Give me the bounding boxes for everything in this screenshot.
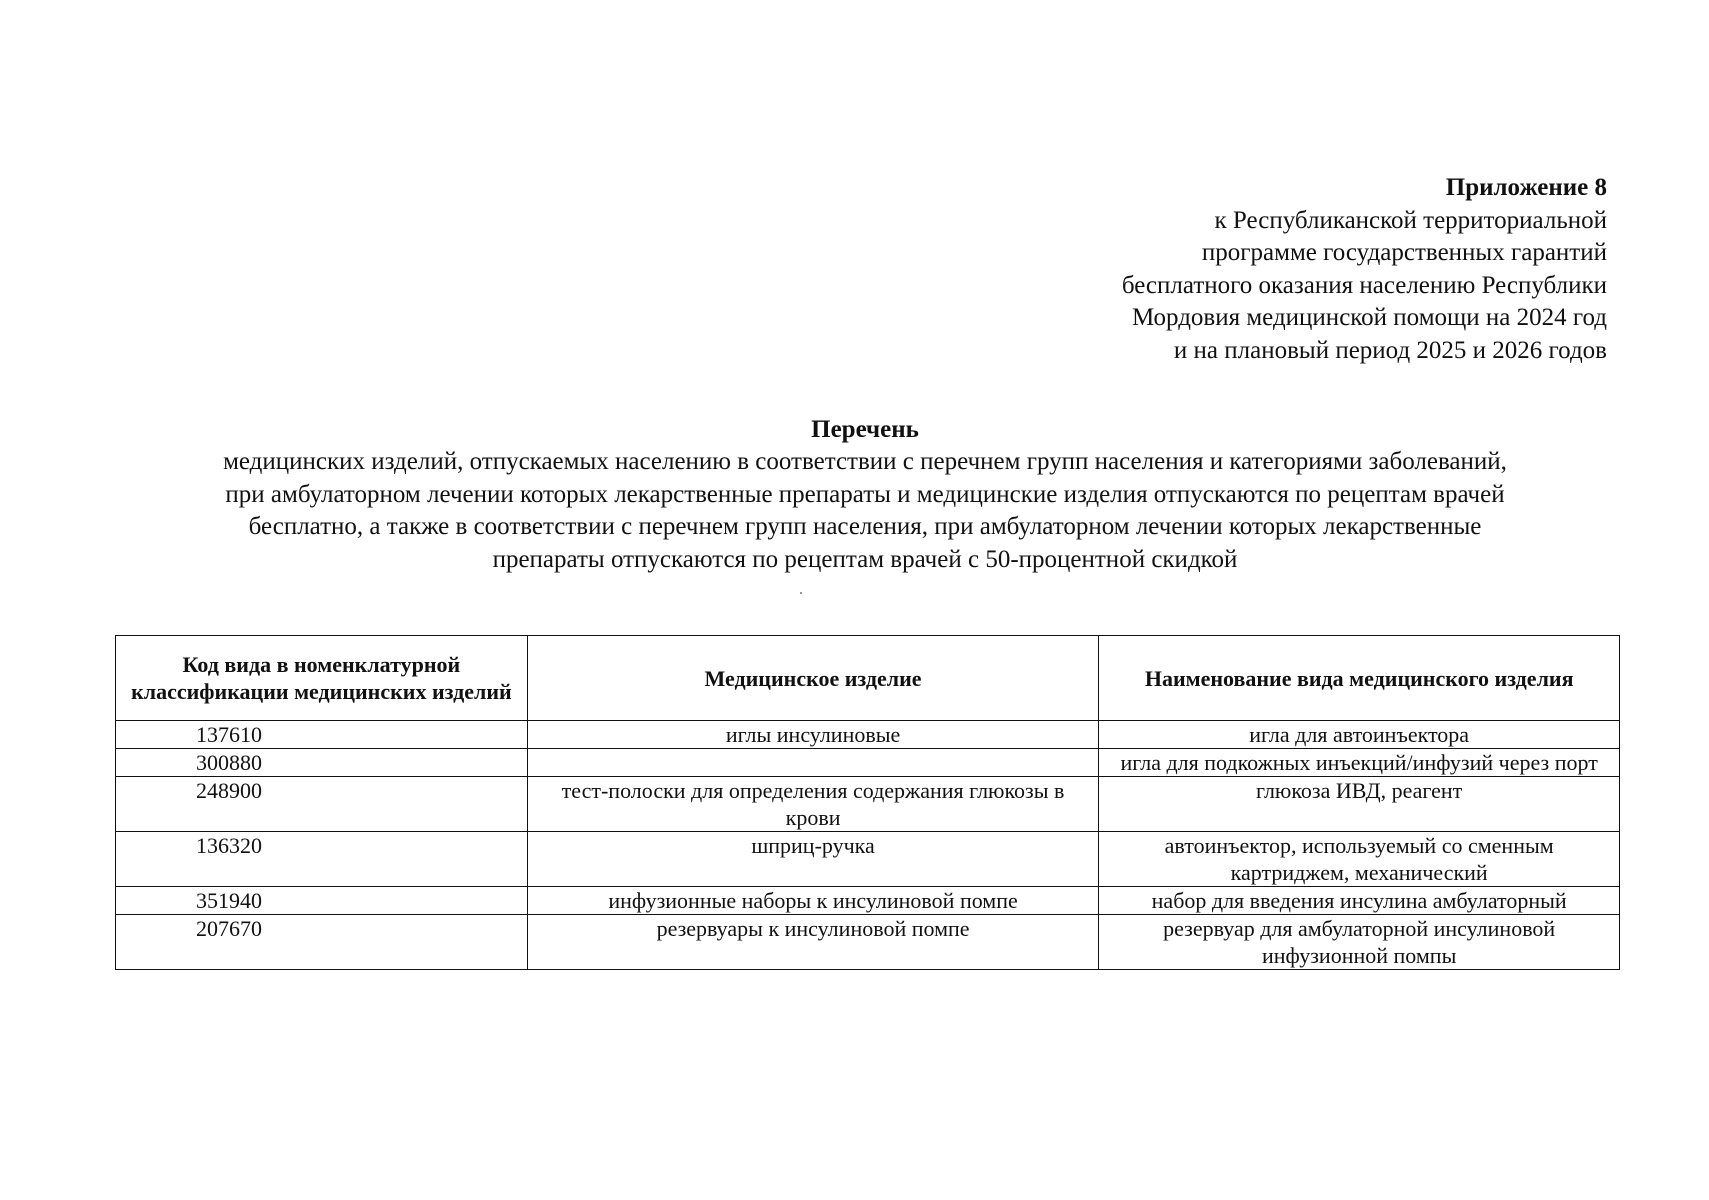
cell-kind: резервуар для амбулаторной инсулиновой инфузионной помпы [1099, 915, 1620, 970]
document-subtitle-line: препараты отпускаются по рецептам врачей с 50-процентной скидкой [492, 545, 1238, 573]
table-row [116, 749, 1620, 777]
appendix-line: программе государственных гарантий [1201, 239, 1607, 266]
document-subtitle-line: бесплатно, а также в соответствии с перечнем групп населения, при амбулаторном лечении которых лекарственные [248, 513, 1482, 540]
cell-kind: игла для подкожных инъекций/инфузий через порт [1099, 749, 1620, 777]
table-row [116, 915, 1620, 970]
cell-device [527, 749, 1099, 777]
cell-code: 137610 [116, 721, 528, 749]
cell-kind: набор для введения инсулина амбулаторный [1099, 887, 1620, 915]
cell-code: 300880 [116, 749, 528, 777]
header-kind: Наименование вида медицинского изделия [1099, 636, 1620, 721]
cell-kind: автоинъектор, используемый со сменным картриджем, механический [1099, 832, 1620, 887]
appendix-line: Мордовия медицинской помощи на 2024 год [1131, 304, 1607, 331]
header-code: Код вида в номенклатурной классификации медицинских изделий [116, 636, 528, 721]
scan-speck [800, 592, 802, 594]
appendix-line: и на плановый период 2025 и 2026 годов [1173, 336, 1607, 364]
document-subtitle-line: медицинских изделий, отпускаемых населению в соответствии с перечнем групп населения и категориями заболеваний, [223, 448, 1507, 475]
cell-device: иглы инсулиновые [527, 721, 1099, 749]
document-title: Перечень [811, 416, 919, 443]
cell-device: шприц-ручка [527, 832, 1099, 887]
cell-device: инфузионные наборы к инсулиновой помпе [527, 887, 1099, 915]
appendix-line: к Республиканской территориальной [1214, 206, 1607, 234]
appendix-line: бесплатного оказания населению Республики [1121, 271, 1607, 299]
document-subtitle-line: при амбулаторном лечении которых лекарственные препараты и медицинские изделия отпускаются по рецептам врачей [225, 480, 1505, 508]
table-row [116, 832, 1620, 887]
document-heading [100, 413, 1630, 576]
appendix-block [707, 172, 1607, 367]
cell-code: 207670 [116, 915, 528, 970]
cell-kind: глюкоза ИВД, реагент [1099, 777, 1620, 832]
medical-devices-table [115, 635, 1620, 970]
header-device: Медицинское изделие [527, 636, 1099, 721]
table-header-row [116, 636, 1620, 721]
cell-code: 248900 [116, 777, 528, 832]
cell-device: резервуары к инсулиновой помпе [527, 915, 1099, 970]
appendix-title: Приложение 8 [1445, 174, 1607, 201]
table-row [116, 887, 1620, 915]
table-row [116, 721, 1620, 749]
cell-device: тест-полоски для определения содержания глюкозы в крови [527, 777, 1099, 832]
cell-kind: игла для автоинъектора [1099, 721, 1620, 749]
cell-code: 136320 [116, 832, 528, 887]
cell-code: 351940 [116, 887, 528, 915]
table-row [116, 777, 1620, 832]
